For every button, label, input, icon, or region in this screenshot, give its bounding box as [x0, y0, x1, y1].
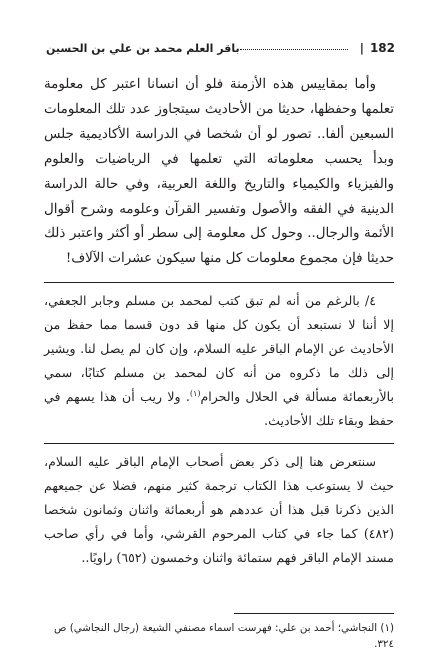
paragraph-2-text-b: . ولا ريب أن هذا يسهم في حفظ وبقاء تلك الأحاديث.	[44, 389, 394, 429]
paragraph-1: وأما بمقاييس هذه الأزمنة فلو أن انسانا اعتبر كل معلومة تعلمها وحفظها، حديثا من الأحاديث سيتجاوز عدد تلك المعلومات السبعين ألفا.. تصور لو أن شخصا في الدراسة الأكاديمية جلس وبدأ يحسب معلوماته التي تعلمها في الرياضيات والعلوم والفيزياء والكيمياء والتاريخ واللغة العربية، وفي حالة الدراسة الدينية في الفقه والأصول وتفسير القرآن وعلومه وشرح أقوال الأئمة والرجال.. وحول كل معلومة إلى سطر أو أكثر واعتبر ذلك حديثا فإن مجموع معلومات كل منها سيكون عشرات الآلاف!	[44, 77, 394, 267]
footnote-rule	[234, 613, 394, 614]
footnote-1: (١) النجاشي؛ أحمد بن علي: فهرست اسماء مصنفي الشيعة (رجال النجاشي) ص ٣٢٤.	[53, 622, 394, 650]
paragraph-divider-2	[44, 443, 394, 444]
paragraph-2-text-a: ٤/ بالرغم من أنه لم تبق كتب لمحمد بن مسلم وجابر الجعفي، إلا أننا لا نستبعد أن يكون كل منها قد دون قسما مما حفظ من الأحاديث عن الإمام الباقر عليه السلام، وإن كان لم يصل لنا. ويشير إلى ذلك ما ذكروه من أنه كان لمحمد بن مسلم كتابًا، سمي بالأربعمائة مسألة في الحلال والحرام	[44, 293, 394, 405]
page-number: 182	[369, 41, 395, 55]
paragraph-divider-1	[44, 282, 394, 283]
book-title: باقر العلم محمد بن علي بن الحسين	[46, 41, 240, 55]
paragraph-2	[44, 289, 394, 433]
footnote-marker[interactable]: (١)	[189, 389, 201, 399]
header-dotted-leader	[240, 40, 348, 50]
running-header	[46, 38, 395, 58]
body-text	[44, 73, 394, 570]
paragraph-3: سنتعرض هنا إلى ذكر بعض أصحاب الإمام الباقر عليه السلام، حيث لا يستوعب هذا الكتاب ترجمة كثير منهم، فضلا عن جميعهم الذين ذكرنا قبل هذا أن عددهم هو أربعمائة واثنان وثمانون شخصا (٤٨٢) كما جاء في كتاب المرحوم القرشي، وأما في رأي صاحب مسند الإمام الباقر فهم ستمائة واثنان وخمسون (٦٥٢) راويًا..	[44, 454, 394, 566]
header-separator: |	[359, 41, 364, 55]
